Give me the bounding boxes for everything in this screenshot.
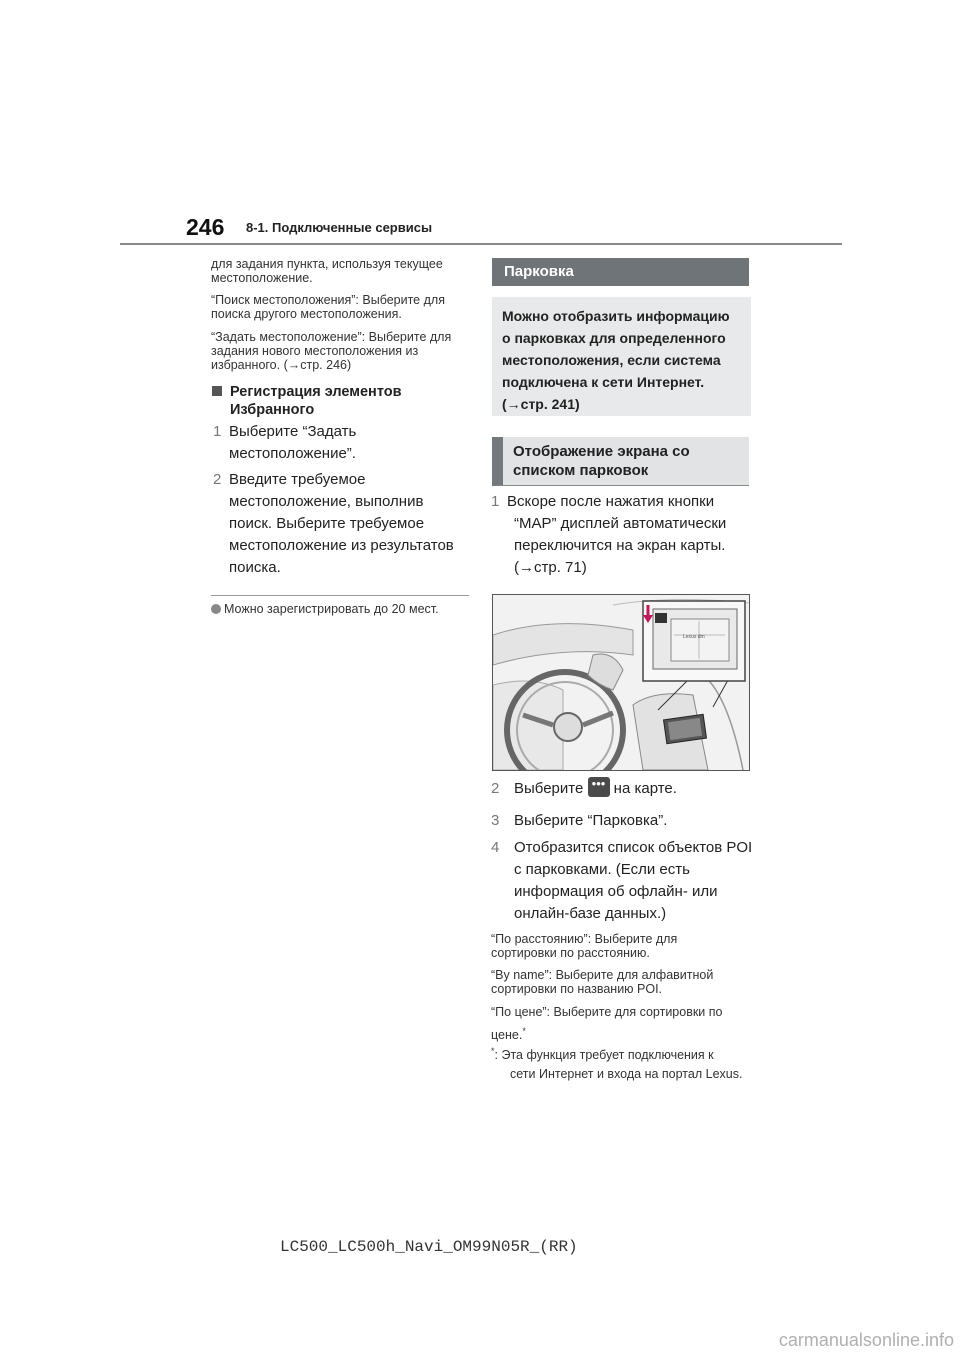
step-text: (→стр. 71) <box>514 559 587 576</box>
parking-step-1 <box>491 491 751 579</box>
option-line: сортировки по расстоянию. <box>491 946 650 960</box>
step-text: поиска. <box>229 559 281 576</box>
note-bullet-icon <box>211 604 221 614</box>
step-text: “MAP” дисплей автоматически <box>514 515 727 532</box>
note-divider <box>211 595 469 596</box>
parking-list-subheading <box>492 437 749 486</box>
intro-line: Можно отобразить информацию <box>502 308 730 324</box>
footnote-line: сети Интернет и входа на портал Lexus. <box>510 1067 743 1082</box>
step-text: информация об офлайн- или <box>514 883 718 900</box>
option-by-distance <box>491 932 753 960</box>
step-text: Введите требуемое <box>229 471 366 488</box>
footnote <box>491 1042 756 1084</box>
step-text: Выберите “Задать <box>229 423 357 440</box>
parking-step-3 <box>491 810 751 832</box>
intro-line: местоположения, если система <box>502 352 721 368</box>
intro-line: подключена к сети Интернет. <box>502 374 705 390</box>
parking-step-4 <box>491 837 753 925</box>
heading-favorites <box>230 383 402 419</box>
footnote-line: : Эта функция требует подключения к <box>494 1048 714 1063</box>
step-text: на карте. <box>613 780 677 797</box>
section-title: 8-1. Подключенные сервисы <box>246 220 433 235</box>
screen-label: Lexus dm <box>683 634 705 640</box>
option-line: “По цене”: Выберите для сортировки по <box>491 1005 723 1019</box>
option-by-price <box>491 1005 753 1042</box>
step-number: 4 <box>491 839 500 856</box>
step-text: поиск. Выберите требуемое <box>229 515 425 532</box>
note-text: Можно зарегистрировать до 20 мест. <box>224 602 439 616</box>
step-number: 3 <box>491 812 500 829</box>
step-2 <box>213 469 483 579</box>
parking-section-bar: Парковка <box>492 258 749 286</box>
more-options-icon: ••• <box>588 777 610 797</box>
step-text: переключится на экран карты. <box>514 537 726 554</box>
step-text: Выберите <box>514 780 584 797</box>
step-number: 2 <box>213 471 222 488</box>
step-number: 1 <box>491 493 500 510</box>
dashboard-illustration <box>492 594 750 771</box>
heading-line-2: Избранного <box>230 402 315 418</box>
subheading-line-2: списком парковок <box>513 462 649 479</box>
paragraph-current-location: для задания пункта, используя текущее местоположение. <box>211 257 443 285</box>
step-text: онлайн-базе данных.) <box>514 905 667 922</box>
page-number: 246 <box>186 214 225 240</box>
option-line: “По расстоянию”: Выберите для <box>491 932 678 946</box>
step-text: местоположение из результатов <box>229 537 454 554</box>
subheading-line-1: Отображение экрана со <box>513 443 690 460</box>
step-number: 2 <box>491 780 500 797</box>
option-line: сортировки по названию POI. <box>491 982 663 996</box>
step-1 <box>213 421 483 465</box>
heading-line-1: Регистрация элементов <box>230 384 402 400</box>
dashboard-drawing <box>493 595 749 770</box>
intro-line: (→стр. 241) <box>502 396 580 412</box>
footnote-marker: * <box>522 1026 526 1036</box>
heading-square-bullet <box>212 386 222 396</box>
parking-step-2 <box>491 778 751 800</box>
intro-line: о парковках для определенного <box>502 330 726 346</box>
step-text: с парковками. (Если есть <box>514 861 690 878</box>
option-line: “By name”: Выберите для алфавитной <box>491 968 714 982</box>
parking-intro-box <box>492 297 751 416</box>
header-divider <box>120 243 842 245</box>
paragraph-set-location: “Задать местоположение”: Выберите для задания нового местоположения из избранного. (→стр. 246) <box>211 330 452 372</box>
step-text: местоположение, выполнив <box>229 493 424 510</box>
step-text: местоположение”. <box>229 445 356 462</box>
footnote-marker: * <box>491 1046 495 1056</box>
paragraph-search-location: “Поиск местоположения”: Выберите для поиска другого местоположения. <box>211 293 445 321</box>
option-by-name <box>491 968 753 996</box>
watermark: carmanualsonline.info <box>778 1330 954 1350</box>
document-code: LC500_LC500h_Navi_OM99N05R_(RR) <box>280 1238 578 1256</box>
option-line: цене. <box>491 1028 523 1043</box>
step-text: Отобразится список объектов POI <box>514 839 753 856</box>
step-number: 1 <box>213 423 222 440</box>
step-text: Выберите “Парковка”. <box>514 812 668 829</box>
step-text: Вскоре после нажатия кнопки <box>507 493 715 510</box>
